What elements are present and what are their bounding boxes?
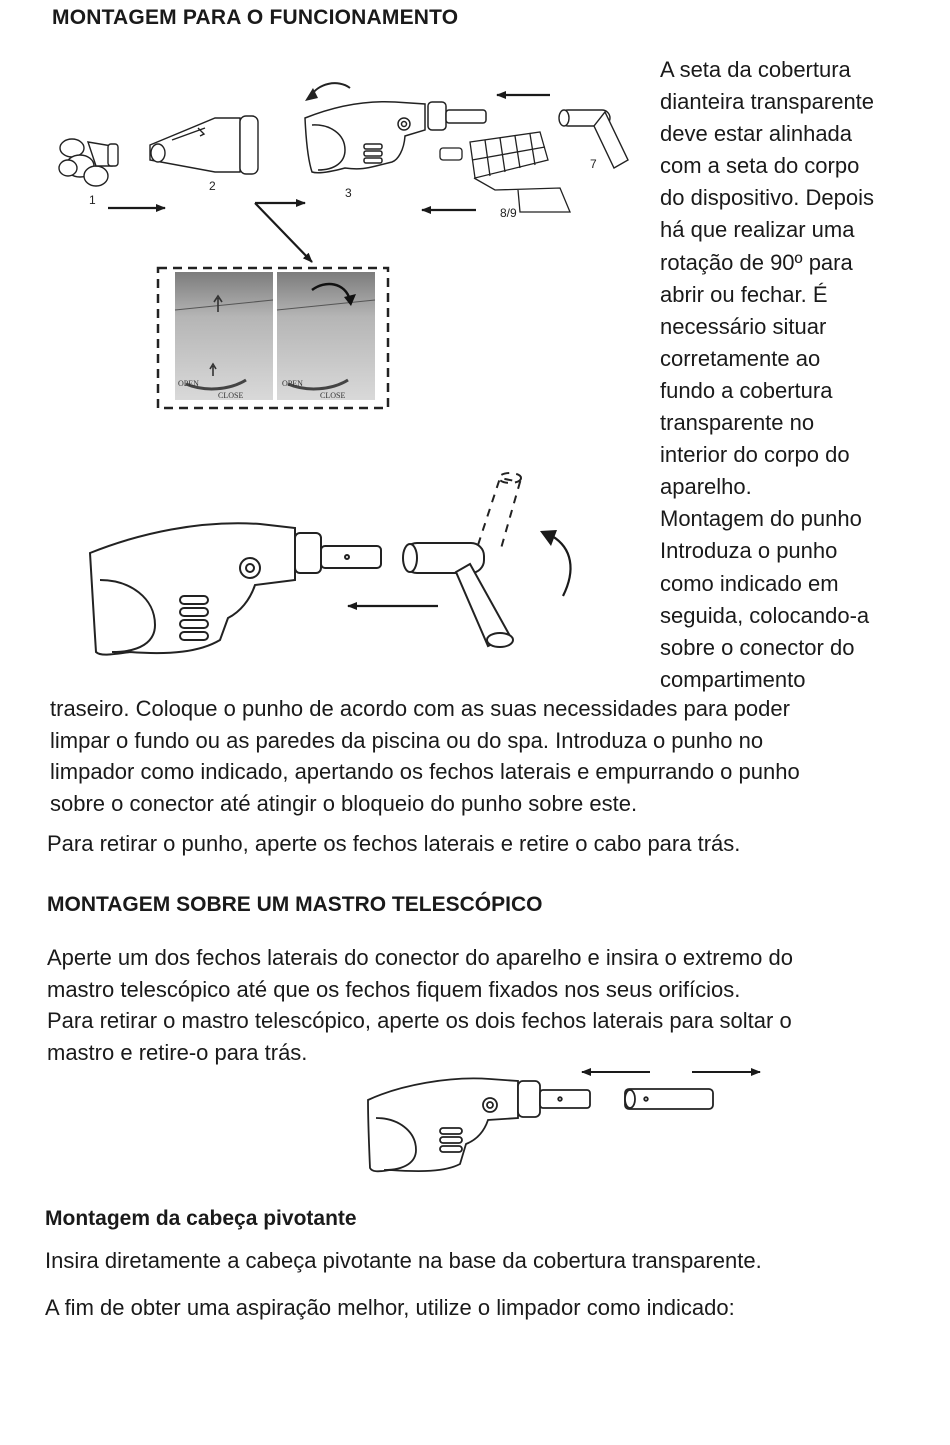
side-line: deve estar alinhada — [660, 121, 853, 147]
paragraph-line: limpar o fundo ou as paredes da piscina ou do spa. Introduza o punho no — [50, 727, 764, 753]
part-body-illustration — [305, 102, 486, 173]
side-line: seguida, colocando-a — [660, 602, 870, 628]
part-number-2: 2 — [209, 179, 216, 193]
part-number-1: 1 — [89, 193, 96, 207]
side-line: abrir ou fechar. É — [660, 281, 828, 307]
detail-photo-open — [175, 272, 273, 400]
part-number-89: 8/9 — [500, 206, 517, 220]
part-cover-illustration — [150, 116, 258, 174]
part-pivot-head-illustration — [59, 139, 118, 186]
close-label: CLOSE — [320, 391, 346, 400]
side-line: Montagem do punho — [660, 506, 862, 532]
paragraph-line: Para retirar o punho, aperte os fechos laterais e retire o cabo para trás. — [47, 831, 741, 856]
handle-assembly-illustration — [90, 523, 513, 654]
part-filter-illustration — [440, 132, 570, 212]
paragraph-line: Para retirar o mastro telescópico, aperte os dois fechos laterais para soltar o — [47, 1008, 792, 1033]
telescopic-illustration — [368, 1078, 713, 1171]
paragraph-line: traseiro. Coloque o punho de acordo com as suas necessidades para poder — [50, 696, 790, 721]
side-line: fundo a cobertura — [660, 377, 833, 403]
side-line: necessário situar — [660, 313, 827, 339]
close-label: CLOSE — [218, 391, 244, 400]
open-label: OPEN — [282, 379, 303, 388]
side-line: Introduza o punho — [660, 538, 838, 564]
arrow-rotate-handle — [552, 536, 571, 596]
side-line: como indicado em — [660, 570, 839, 596]
paragraph-line: Insira diretamente a cabeça pivotante na base da cobertura transparente. — [45, 1248, 762, 1273]
side-line: sobre o conector do — [660, 634, 855, 660]
paragraph-line: mastro e retire-o para trás. — [47, 1039, 308, 1065]
section-title-telescopic: MONTAGEM SOBRE UM MASTRO TELESCÓPICO — [47, 893, 543, 916]
side-line: corretamente ao — [660, 345, 821, 371]
paragraph-line: mastro telescópico até que os fechos fiquem fixados nos seus orifícios. — [47, 976, 741, 1002]
side-line: com a seta do corpo — [660, 153, 860, 179]
side-line: A seta da cobertura — [660, 57, 851, 82]
section-title-pivot-head: Montagem da cabeça pivotante — [45, 1207, 357, 1230]
paragraph-line: A fim de obter uma aspiração melhor, utilize o limpador como indicado: — [45, 1295, 735, 1320]
side-line: aparelho. — [660, 474, 752, 500]
side-line: rotação de 90º para — [660, 249, 853, 275]
side-line: dianteira transparente — [660, 89, 875, 115]
detail-photo-close — [277, 272, 375, 400]
paragraph-line: Aperte um dos fechos laterais do conector do aparelho e insira o extremo do — [47, 945, 793, 970]
side-line: há que realizar uma — [660, 217, 855, 243]
part-number-3: 3 — [345, 186, 352, 200]
side-line: compartimento — [660, 666, 806, 692]
part-number-7: 7 — [590, 157, 597, 171]
open-label: OPEN — [178, 379, 199, 388]
side-line: transparente no — [660, 410, 815, 436]
handle-alt-position — [478, 473, 521, 552]
paragraph-line: limpador como indicado, apertando os fechos laterais e empurrando o punho — [50, 759, 800, 784]
side-line: do dispositivo. Depois — [660, 185, 875, 211]
section-title-assembly: MONTAGEM PARA O FUNCIONAMENTO — [52, 6, 459, 29]
paragraph-line: sobre o conector até atingir o bloqueio do punho sobre este. — [50, 790, 638, 816]
side-line: interior do corpo do — [660, 442, 850, 468]
